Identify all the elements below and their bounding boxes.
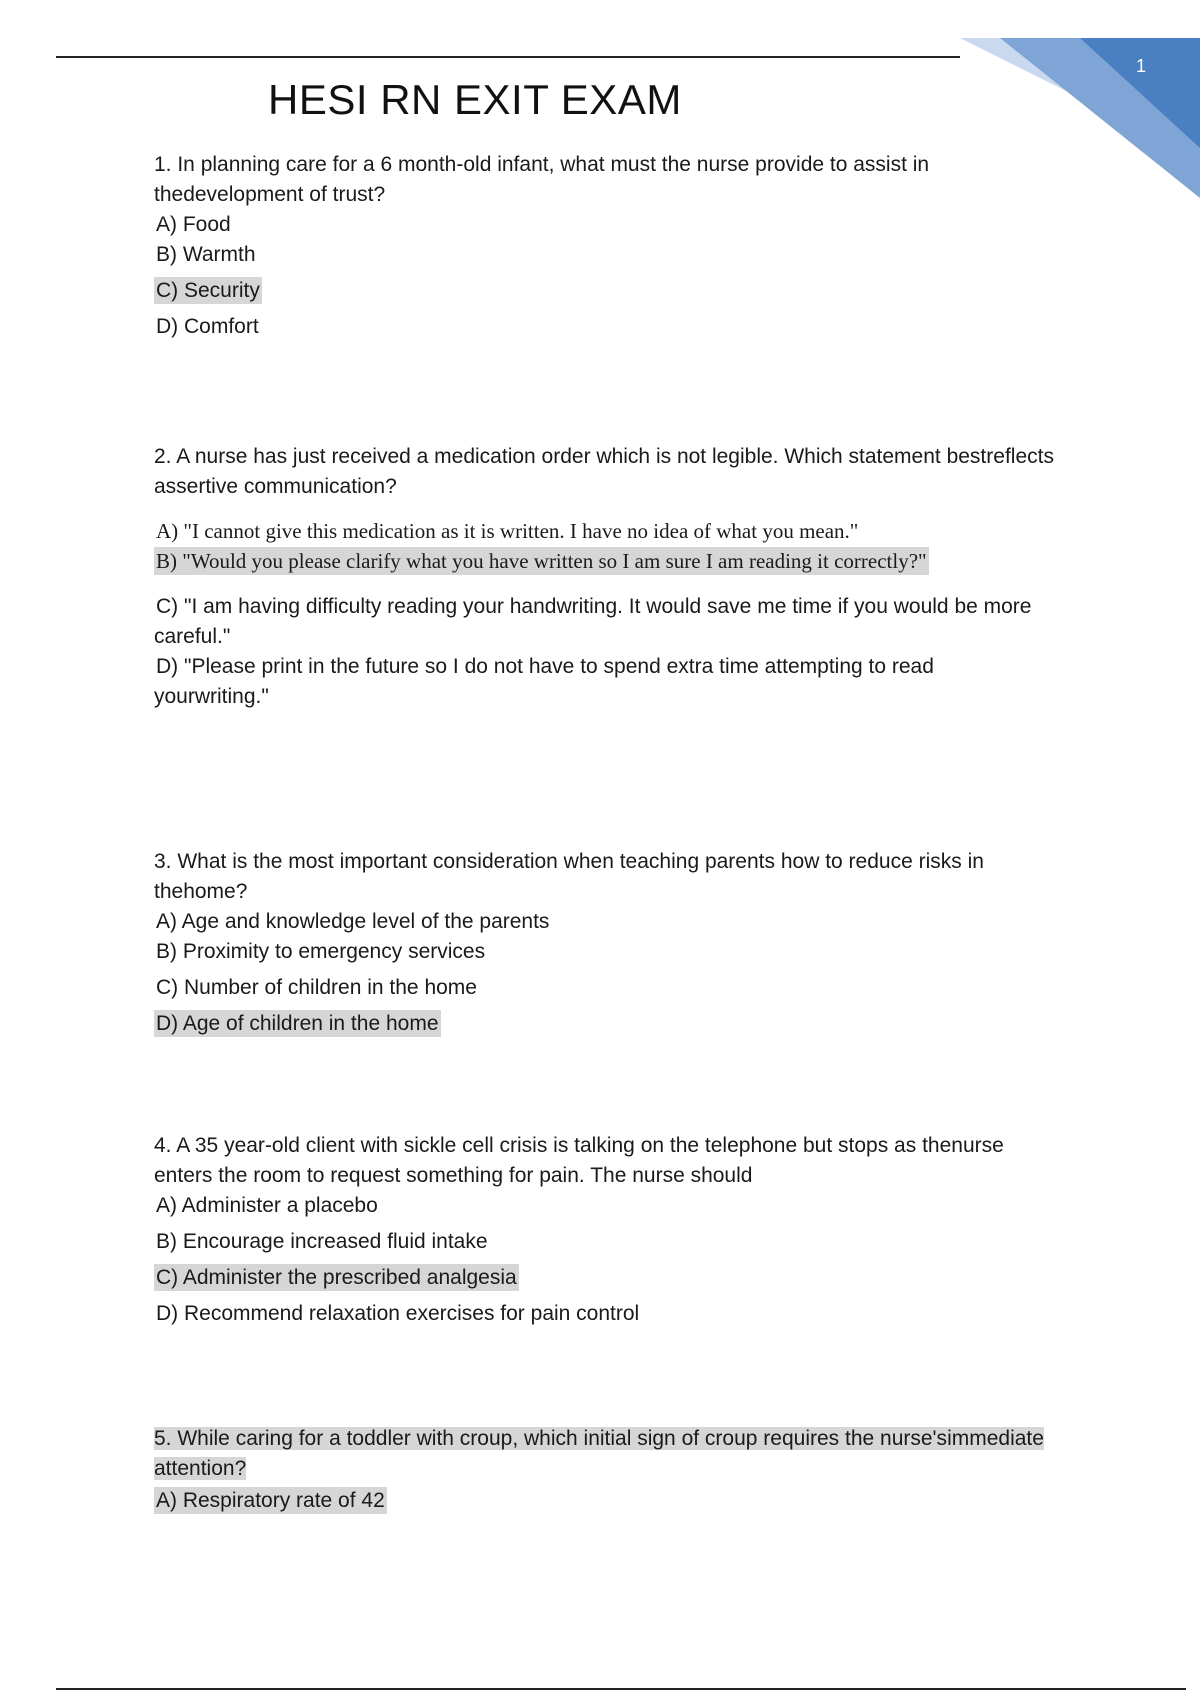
question-stem: 2. A nurse has just received a medication order which is not legible. Which statement bestreflects assertive communication? [154,445,1054,498]
option-b: B) Warmth [156,243,256,266]
option-b: B) Encourage increased fluid intake [156,1230,488,1253]
option-a: A) "I cannot give this medication as it is written. I have no idea of what you mean." [156,519,859,543]
option-list [154,907,1054,1039]
exam-content [154,150,1054,1516]
option-a-answer: A) Respiratory rate of 42 [156,1489,385,1512]
question-stem [154,1424,1054,1484]
option-d-answer: D) Age of children in the home [156,1012,439,1035]
question-1 [154,150,1054,342]
option-b-answer: B) "Would you please clarify what you have written so I am sure I am reading it correctly?" [156,549,927,573]
question-stem: 3. What is the most important consideration when teaching parents how to reduce risks in thehome? [154,850,984,903]
option-d: D) Comfort [156,315,259,338]
option-c-answer: C) Security [156,279,260,302]
option-list [154,1191,1054,1329]
page-title: HESI RN EXIT EXAM [268,76,682,123]
question-5 [154,1424,1054,1516]
question-stem: 4. A 35 year-old client with sickle cell crisis is talking on the telephone but stops as thenurse enters the room to request something for pain. The nurse should [154,1134,1004,1187]
option-list [154,210,1054,342]
option-a: A) Administer a placebo [156,1194,378,1217]
page-number: 1 [1136,56,1147,76]
option-d: D) "Please print in the future so I do not have to spend extra time attempting to read yourwriting." [154,655,934,708]
option-list [154,516,1054,712]
question-stem-part1: 5. While caring for a toddler with croup, which initial sign of croup requires the nurse's [154,1427,948,1450]
option-d: D) Recommend relaxation exercises for pain control [156,1302,640,1325]
option-b: B) Proximity to emergency services [156,940,486,963]
question-stem: 1. In planning care for a 6 month-old infant, what must the nurse provide to assist in thedevelopment of trust? [154,153,930,206]
footer-rule [56,1688,1186,1690]
question-3 [154,847,1054,1039]
option-c: C) "I am having difficulty reading your handwriting. It would save me time if you would be more careful." [154,595,1032,648]
option-c: C) Number of children in the home [156,976,477,999]
option-c-answer: C) Administer the prescribed analgesia [156,1266,517,1289]
option-list [154,1486,1054,1516]
question-stem-part2: immediate attention? [154,1427,1044,1480]
header-rule [56,56,960,58]
question-4 [154,1131,1054,1329]
question-2 [154,442,1054,712]
option-a: A) Food [156,213,231,236]
option-a: A) Age and knowledge level of the parents [156,910,550,933]
